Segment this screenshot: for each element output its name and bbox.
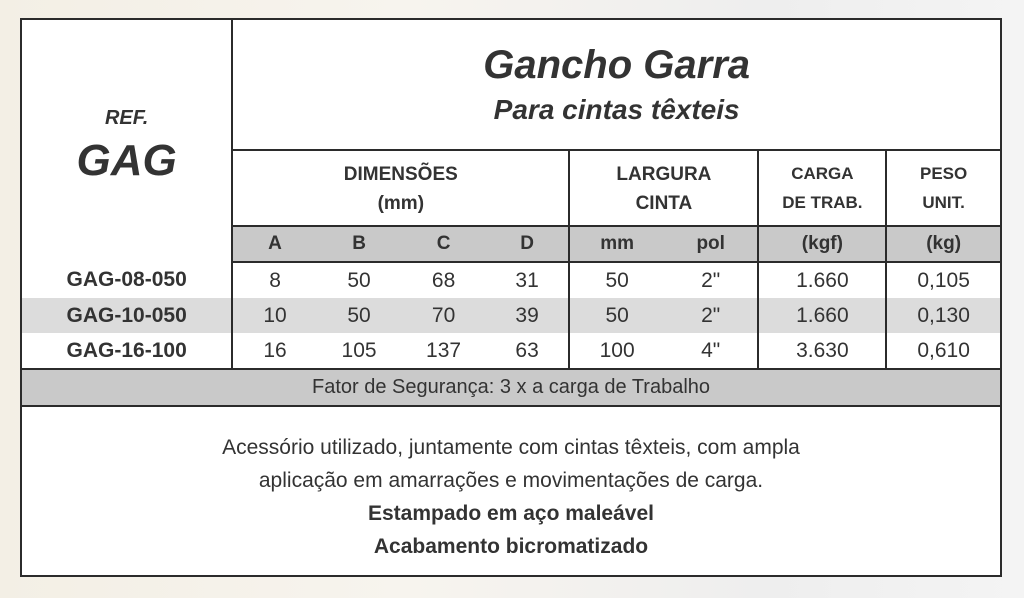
unit-pol: pol <box>664 226 759 262</box>
ref-code: GAG <box>76 135 177 185</box>
col-largura <box>569 150 758 226</box>
row-code: GAG-10-050 <box>22 298 232 333</box>
cell-peso: 0,130 <box>886 298 1000 333</box>
ref-label: REF. <box>104 106 149 129</box>
row-code: GAG-08-050 <box>22 262 232 298</box>
col-largura-line2: CINTA <box>635 193 693 214</box>
material-note: Estampado em aço maleável <box>368 502 654 525</box>
cell-a: 16 <box>263 338 287 362</box>
cell-b: 50 <box>347 268 371 292</box>
ref-cell <box>22 20 232 262</box>
col-dimensoes <box>232 150 569 226</box>
finish-note: Acabamento bicromatizado <box>373 535 649 558</box>
cell-pol: 4" <box>701 338 721 362</box>
cell-pol: 2" <box>701 268 721 292</box>
table-row <box>22 298 1000 333</box>
safety-factor: Fator de Segurança: 3 x a carga de Trabalho <box>22 369 1000 406</box>
spec-sheet <box>20 18 1002 577</box>
cell-mm: 100 <box>569 333 664 369</box>
cell-mm: 50 <box>569 298 664 333</box>
cell-pol: 2" <box>664 298 759 333</box>
product-title: Gancho Garra <box>483 43 751 87</box>
table-row <box>22 262 1000 298</box>
col-peso-line2: UNIT. <box>922 193 965 212</box>
table-row <box>22 333 1000 369</box>
cell-c: 137 <box>426 338 462 362</box>
cell-a: 8 <box>269 268 281 292</box>
unit-kg: (kg) <box>886 226 1000 262</box>
col-largura-line1: LARGURA <box>616 164 712 185</box>
description-line1: Acessório utilizado, juntamente com cintas têxteis, com ampla <box>222 436 800 459</box>
col-dimensoes-line2: (mm) <box>377 193 425 214</box>
description <box>22 407 1000 563</box>
cell-d: 39 <box>486 298 570 333</box>
cell-c: 68 <box>431 268 456 292</box>
unit-b: B <box>317 226 402 262</box>
cell-c: 70 <box>401 298 486 333</box>
row-code: GAG-16-100 <box>22 333 232 369</box>
cell-d: 31 <box>515 268 539 292</box>
spec-table <box>22 20 1000 407</box>
unit-c: C <box>401 226 486 262</box>
cell-peso: 0,105 <box>886 262 1000 298</box>
col-carga <box>758 150 886 226</box>
unit-kgf: (kgf) <box>758 226 886 262</box>
col-peso-line1: PESO <box>920 164 968 183</box>
unit-d: D <box>486 226 570 262</box>
cell-mm: 50 <box>569 262 664 298</box>
unit-a: A <box>232 226 317 262</box>
unit-mm: mm <box>569 226 664 262</box>
col-carga-line1: CARGA <box>791 164 854 183</box>
cell-b: 105 <box>341 338 377 362</box>
description-line2: aplicação em amarrações e movimentações de carga. <box>258 469 764 492</box>
cell-carga: 3.630 <box>758 333 886 369</box>
col-carga-line2: DE TRAB. <box>782 193 863 212</box>
cell-peso: 0,610 <box>886 333 1000 369</box>
col-peso <box>886 150 1000 226</box>
product-subtitle: Para cintas têxteis <box>493 94 740 125</box>
cell-carga: 1.660 <box>758 262 886 298</box>
cell-carga: 1.660 <box>758 298 886 333</box>
col-dimensoes-line1: DIMENSÕES <box>343 164 458 185</box>
cell-a: 10 <box>232 298 317 333</box>
cell-b: 50 <box>317 298 402 333</box>
title-cell <box>232 20 1000 150</box>
cell-d: 63 <box>515 338 539 362</box>
